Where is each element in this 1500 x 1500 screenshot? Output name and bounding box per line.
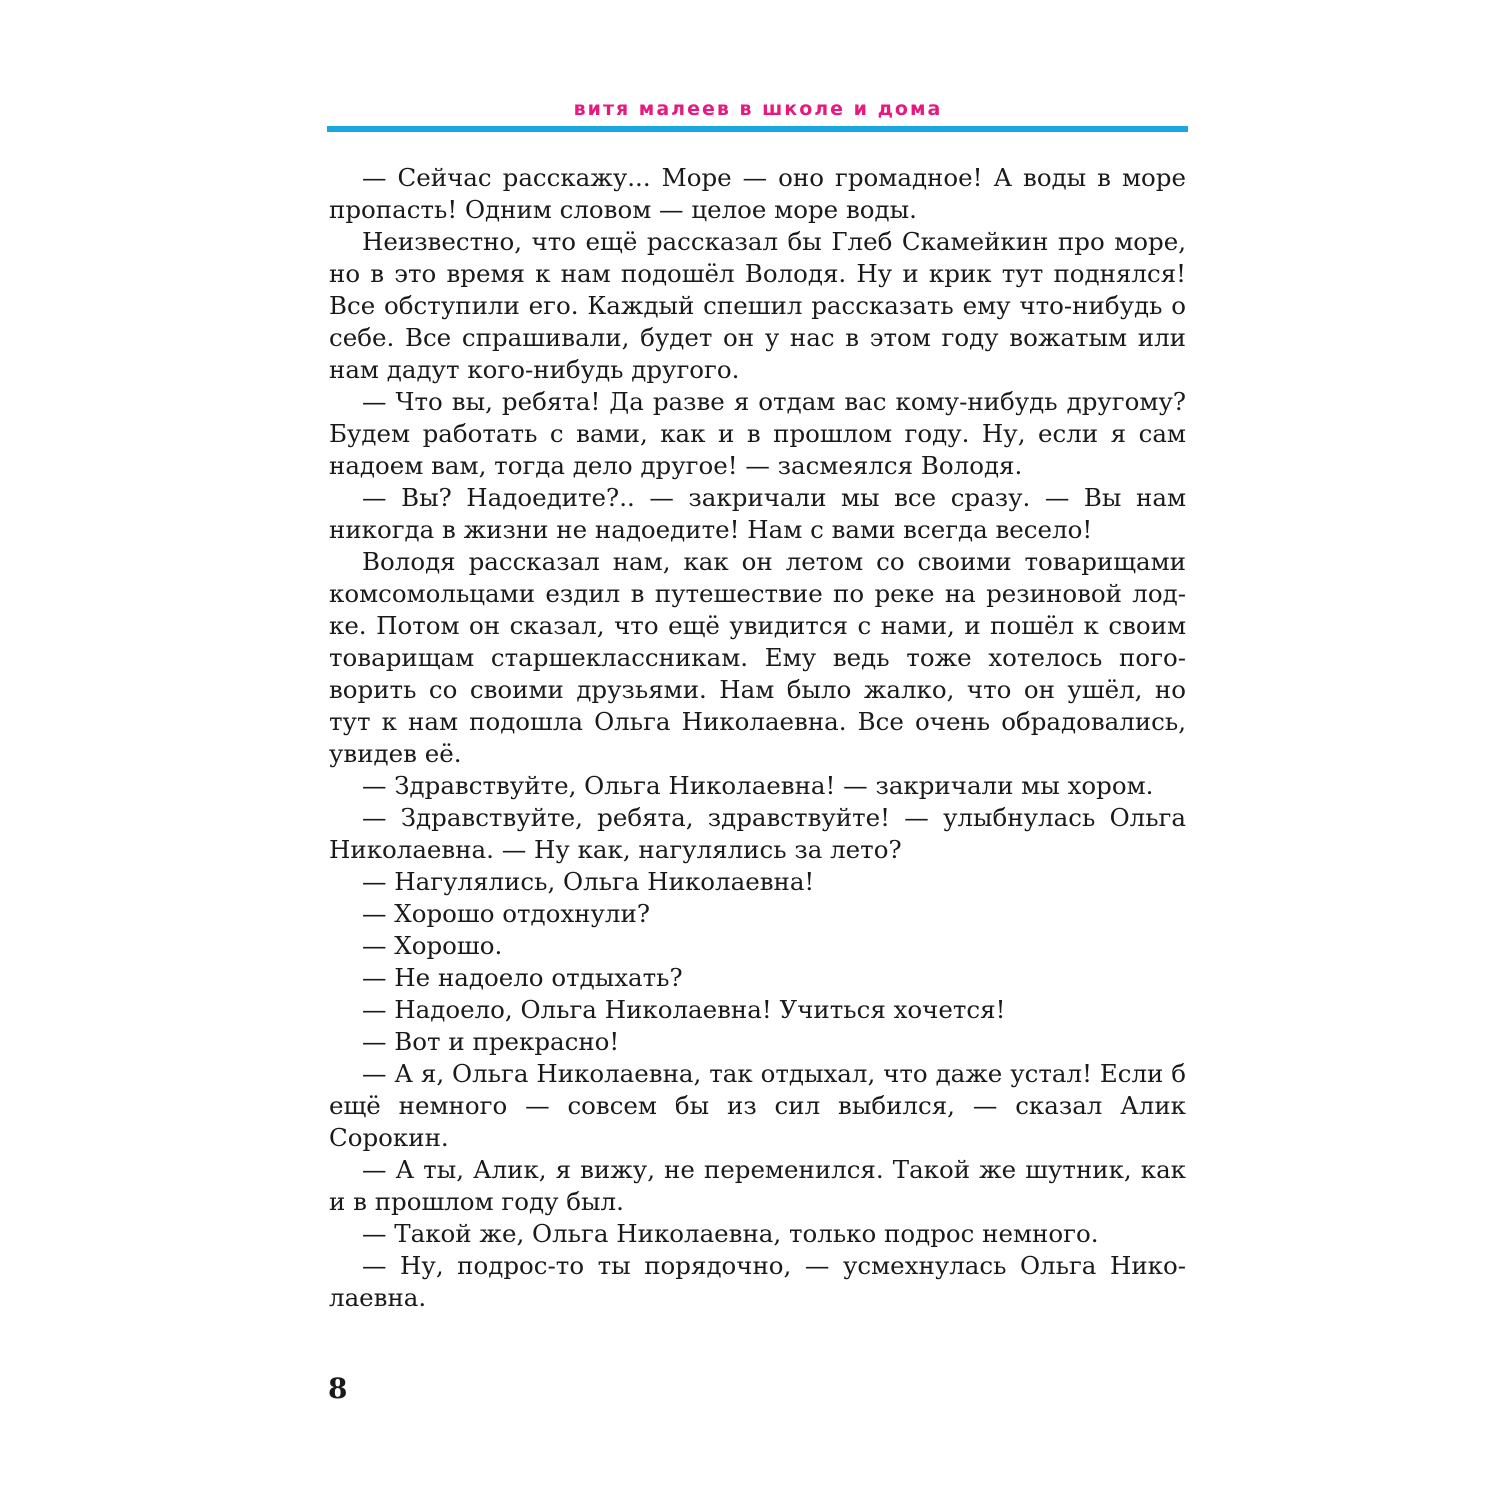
paragraph: — Ну, подрос-то ты порядочно, — усмехнулась Ольга Николаевна.: [329, 1251, 1186, 1312]
paragraph: — Что вы, ребята! Да разве я отдам вас кому-нибудь другому? Будем работать с вами, как и в прошлом году. Ну, если я сам надоем вам, тогда дело другое! — засмеялся Володя.: [329, 387, 1186, 480]
paragraph: Неизвестно, что ещё рассказал бы Глеб Скамейкин про море, но в это время к нам подошёл Володя. Ну и крик тут поднялся! Все обступили его. Каждый спешил рассказать ему что-нибудь о себе. Все спрашивали, будет он у нас в этом году вожатым или нам дадут кого-нибудь другого.: [329, 227, 1186, 384]
paragraph: — Вот и прекрасно!: [362, 1027, 620, 1056]
header-rule: [327, 126, 1188, 132]
paragraph: — Здравствуйте, ребята, здравствуйте! — улыбнулась Ольга Николаевна. — Ну как, нагулялись за лето?: [329, 803, 1186, 864]
paragraph: — Хорошо.: [362, 931, 503, 960]
paragraph: — Не надоело отдыхать?: [362, 963, 683, 992]
paragraph: — Хорошо отдохнули?: [362, 899, 650, 928]
paragraph: — А я, Ольга Николаевна, так отдыхал, что даже устал! Если б ещё немного — совсем бы из сил выбился, — сказал Алик Сорокин.: [329, 1059, 1186, 1152]
paragraph: — Сейчас расскажу... Море — оно громадное! А воды в море пропасть! Одним словом — целое море воды.: [329, 163, 1186, 224]
paragraph: — Здравствуйте, Ольга Николаевна! — закричали мы хором.: [362, 771, 1154, 800]
running-head-title: витя малеев в школе и дома: [573, 98, 943, 120]
paragraph: — Надоело, Ольга Николаевна! Учиться хочется!: [362, 995, 1006, 1024]
paragraph: — Нагулялись, Ольга Николаевна!: [362, 867, 815, 896]
paragraph: Володя рассказал нам, как он летом со своими товарищами комсомольцами ездил в путешествие по реке на резиновой лодке. Потом он сказал, что ещё увидится с нами, и пошёл к своим товарищам старшеклассникам. Ему ведь тоже хотелось поговорить со своими друзьями. Нам было жалко, что он ушёл, но тут к нам подошла Ольга Николаевна. Все очень обрадовались, увидев её.: [329, 547, 1186, 768]
paragraph: — А ты, Алик, я вижу, не переменился. Такой же шутник, как и в прошлом году был.: [329, 1155, 1186, 1216]
page-number: 8: [328, 1372, 348, 1405]
paragraph: — Такой же, Ольга Николаевна, только подрос немного.: [362, 1219, 1099, 1248]
paragraph: — Вы? Надоедите?.. — закричали мы все сразу. — Вы нам никогда в жизни не надоедите! Нам с вами всегда весело!: [329, 483, 1186, 544]
body-text: [329, 162, 1186, 1314]
